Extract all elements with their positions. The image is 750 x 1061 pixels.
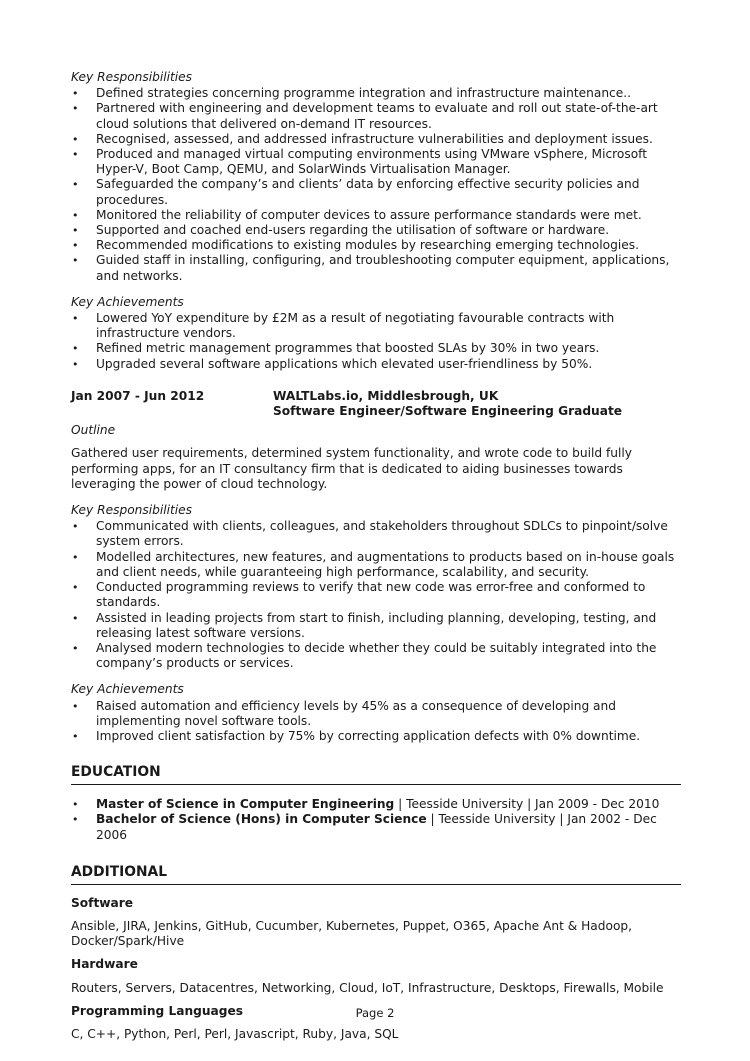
list-item: • Safeguarded the company’s and clients’ data by enforcing effective security policies and procedures. xyxy=(71,177,681,207)
job2-outline-heading: Outline xyxy=(71,423,116,438)
list-item: • Analysed modern technologies to decide whether they could be suitably integrated into the company’s products or services. xyxy=(71,641,681,671)
page-number: Page 2 xyxy=(355,1006,395,1020)
job2-achievements-list xyxy=(71,699,681,745)
resume-page xyxy=(71,70,681,1042)
languages-list: C, C++, Python, Perl, Perl, Javascript, Ruby, Java, SQL xyxy=(71,1026,399,1041)
job2-outline-text: Gathered user requirements, determined system functionality, and wrote code to build fully performing apps, for an IT consultancy firm that is dedicated to aiding businesses towards leveraging the power of cloud technology. xyxy=(71,446,632,491)
job2-dates: Jan 2007 - Jun 2012 xyxy=(71,388,205,403)
job1-achievements-heading: Key Achievements xyxy=(71,294,184,309)
list-item: • Defined strategies concerning programme integration and infrastructure maintenance.. xyxy=(71,86,681,101)
degree-name: Bachelor of Science (Hons) in Computer Science xyxy=(96,812,427,827)
education-list xyxy=(71,797,681,843)
list-item: • Monitored the reliability of computer devices to assure performance standards were met. xyxy=(71,208,681,223)
education-item xyxy=(71,797,681,812)
degree-details: | Teesside University | Jan 2002 - Dec 2006 xyxy=(96,812,657,842)
list-item: • Assisted in leading projects from start to finish, including planning, developing, testing, and releasing latest software versions. xyxy=(71,611,681,641)
job2-org xyxy=(273,389,681,419)
list-item: • Produced and managed virtual computing environments using VMware vSphere, Microsoft Hyper-V, Boot Camp, QEMU, and SolarWinds Virtualisation Manager. xyxy=(71,147,681,177)
list-item: • Recommended modifications to existing modules by researching emerging technologies. xyxy=(71,238,681,253)
job1-responsibilities-heading: Key Responsibilities xyxy=(71,70,193,84)
job2-responsibilities-list xyxy=(71,519,681,671)
list-item: • Modelled architectures, new features, and augmentations to products based on in-house goals and client needs, while guaranteeing high performance, scalability, and security. xyxy=(71,550,681,580)
list-item: • Refined metric management programmes that boosted SLAs by 30% in two years. xyxy=(71,341,681,356)
list-item: • Recognised, assessed, and addressed infrastructure vulnerabilities and deployment issues. xyxy=(71,132,681,147)
list-item: • Raised automation and efficiency levels by 45% as a consequence of developing and implementing novel software tools. xyxy=(71,699,681,729)
degree-details: | Teesside University | Jan 2009 - Dec 2010 xyxy=(394,797,660,812)
job2-header xyxy=(71,389,681,419)
list-item: • Conducted programming reviews to verify that new code was error-free and conformed to standards. xyxy=(71,580,681,610)
list-item: • Improved client satisfaction by 75% by correcting application defects with 0% downtime. xyxy=(71,729,681,744)
job1-responsibilities-list xyxy=(71,86,681,284)
software-heading: Software xyxy=(71,895,134,910)
job2-responsibilities-heading: Key Responsibilities xyxy=(71,503,193,518)
software-list: Ansible, JIRA, Jenkins, GitHub, Cucumber, Kubernetes, Puppet, O365, Apache Ant & Hadoop, Docker/Spark/Hive xyxy=(71,918,633,949)
list-item: • Upgraded several software applications which elevated user-friendliness by 50%. xyxy=(71,357,681,372)
hardware-list: Routers, Servers, Datacentres, Networking, Cloud, IoT, Infrastructure, Desktops, Firewalls, Mobile xyxy=(71,980,664,995)
degree-name: Master of Science in Computer Engineering xyxy=(96,797,395,812)
list-item: • Guided staff in installing, configuring, and troubleshooting computer equipment, applications, and networks. xyxy=(71,253,681,283)
list-item: • Partnered with engineering and development teams to evaluate and roll out state-of-the-art cloud solutions that delivered on-demand IT resources. xyxy=(71,101,681,131)
job2-employer: WALTLabs.io, Middlesbrough, UK xyxy=(273,388,499,403)
list-item: • Communicated with clients, colleagues, and stakeholders throughout SDLCs to pinpoint/solve system errors. xyxy=(71,519,681,549)
job1-achievements-list xyxy=(71,311,681,372)
hardware-heading: Hardware xyxy=(71,957,138,972)
languages-heading: Programming Languages xyxy=(71,1003,244,1018)
education-item xyxy=(71,812,681,842)
additional-heading: ADDITIONAL xyxy=(71,863,681,885)
list-item: • Lowered YoY expenditure by £2M as a result of negotiating favourable contracts with infrastructure vendors. xyxy=(71,311,681,341)
education-heading: EDUCATION xyxy=(71,763,681,785)
job2-title: Software Engineer/Software Engineering Graduate xyxy=(273,404,623,419)
list-item: • Supported and coached end-users regarding the utilisation of software or hardware. xyxy=(71,223,681,238)
job2-achievements-heading: Key Achievements xyxy=(71,682,184,697)
